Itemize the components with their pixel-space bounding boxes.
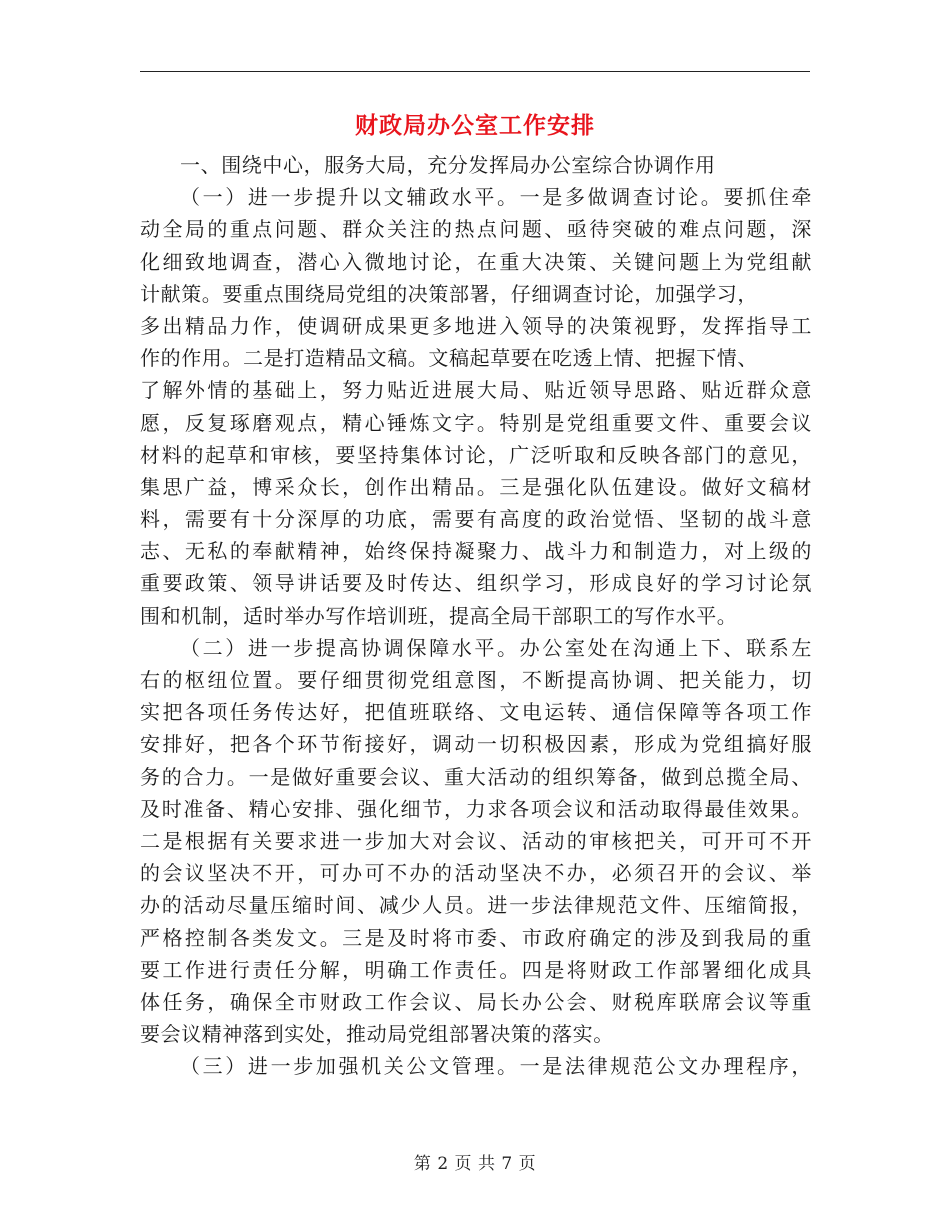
text-line: 动全局的重点问题、群众关注的热点问题、亟待突破的难点问题，深 — [140, 217, 812, 242]
text-line: 化细致地调查，潜心入微地讨论，在重大决策、关键问题上为党组献 — [140, 249, 812, 274]
text-line: 要工作进行责任分解，明确工作责任。四是将财政工作部署细化成具 — [140, 957, 812, 982]
header-rule — [140, 71, 810, 72]
document-body — [140, 149, 812, 1082]
text-line: 严格控制各类发文。三是及时将市委、市政府确定的涉及到我局的重 — [140, 925, 812, 950]
text-line: 了解外情的基础上，努力贴近进展大局、贴近领导思路、贴近群众意 — [140, 378, 812, 403]
text-line: 务的合力。一是做好重要会议、重大活动的组织筹备，做到总揽全局、 — [140, 764, 812, 789]
text-line: 作的作用。二是打造精品文稿。文稿起草要在吃透上情、把握下情、 — [140, 346, 758, 371]
text-line: 办的活动尽量压缩时间、减少人员。进一步法律规范文件、压缩简报， — [140, 893, 812, 918]
text-line: 二是根据有关要求进一步加大对会议、活动的审核把关，可开可不开 — [140, 828, 812, 853]
text-line: （二）进一步提高协调保障水平。办公室处在沟通上下、联系左 — [180, 635, 812, 660]
text-line: 料，需要有十分深厚的功底，需要有高度的政治觉悟、坚韧的战斗意 — [140, 507, 812, 532]
text-line: （三）进一步加强机关公文管理。一是法律规范公文办理程序， — [180, 1054, 812, 1079]
text-line: 志、无私的奉献精神，始终保持凝聚力、战斗力和制造力，对上级的 — [140, 539, 812, 564]
text-line: 的会议坚决不开，可办可不办的活动坚决不办，必须召开的会议、举 — [140, 861, 812, 886]
text-line: 右的枢纽位置。要仔细贯彻党组意图，不断提高协调、把关能力，切 — [140, 668, 812, 692]
text-line: 及时准备、精心安排、强化细节，力求各项会议和活动取得最佳效果。 — [140, 796, 812, 821]
text-line: 计献策。要重点围绕局党组的决策部署，仔细调查讨论，加强学习， — [140, 281, 758, 306]
text-line: 要会议精神落到实处，推动局党组部署决策的落实。 — [140, 1022, 614, 1047]
text-line: 集思广益，博采众长，创作出精品。三是强化队伍建设。做好文稿材 — [140, 474, 812, 499]
text-line: 实把各项任务传达好，把值班联络、文电运转、通信保障等各项工作 — [140, 700, 812, 725]
page-footer: 第 2 页 共 7 页 — [413, 1154, 537, 1174]
text-line: 多出精品力作，使调研成果更多地进入领导的决策视野，发挥指导工 — [140, 313, 812, 338]
text-line: 愿，反复琢磨观点，精心锤炼文字。特别是党组重要文件、重要会议 — [140, 410, 812, 435]
text-line: 围和机制，适时举办写作培训班，提高全局干部职工的写作水平。 — [140, 603, 738, 628]
text-line: 一、围绕中心，服务大局，充分发挥局办公室综合协调作用 — [180, 153, 716, 177]
text-line: 安排好，把各个环节衔接好，调动一切积极因素，形成为党组搞好服 — [140, 732, 812, 757]
document-title: 财政局办公室工作安排 — [355, 112, 595, 139]
text-line: 材料的起草和审核，要坚持集体讨论，广泛听取和反映各部门的意见， — [140, 442, 812, 467]
text-line: 重要政策、领导讲话要及时传达、组织学习，形成良好的学习讨论氛 — [140, 571, 812, 596]
text-line: （一）进一步提升以文辅政水平。一是多做调查讨论。要抓住牵 — [180, 185, 812, 210]
text-line: 体任务，确保全市财政工作会议、局长办公会、财税库联席会议等重 — [140, 989, 812, 1014]
